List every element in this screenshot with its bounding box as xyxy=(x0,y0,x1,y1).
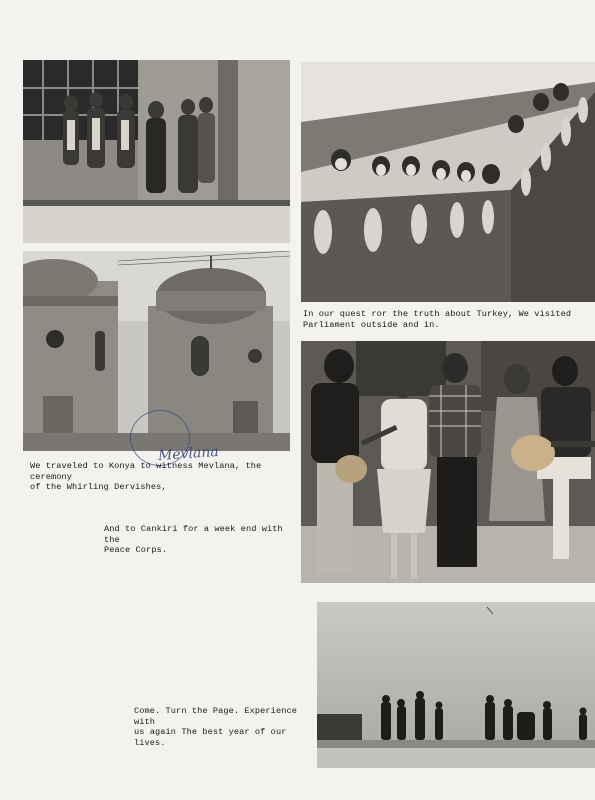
caption-konya: We traveled to Konya to witness Mevlana, the ceremony of the Whirling Dervishes, xyxy=(30,461,262,492)
photo-singing-group xyxy=(301,341,595,583)
caption-closing: Come. Turn the Page. Experience with us again The best year of our lives. xyxy=(134,706,297,748)
caption-parliament: In our quest ror the truth about Turkey, We visited Parliament outside and in. xyxy=(303,309,572,330)
photo-parliament xyxy=(301,62,595,302)
handwritten-signature: Mevlana xyxy=(157,443,220,465)
photo-girls-outside-building xyxy=(23,60,290,243)
caption-cankiri: And to Cankiri for a week end with the Peace Corps. xyxy=(104,524,283,555)
photo-silhouettes-horizon xyxy=(317,602,595,768)
